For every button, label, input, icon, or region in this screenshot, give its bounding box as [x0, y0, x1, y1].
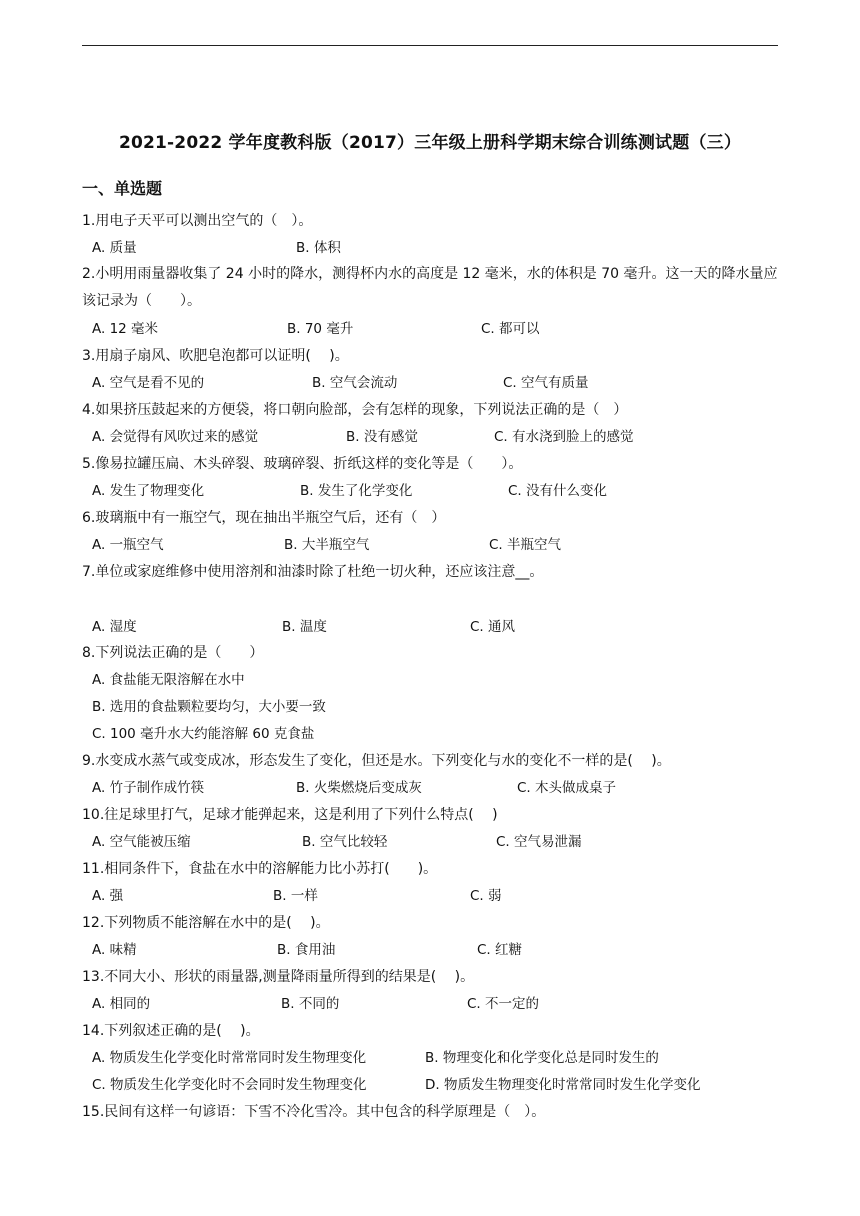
q13-option-c[interactable]: C. 不一定的	[467, 996, 540, 1012]
q2-option-b[interactable]: B. 70 毫升	[287, 321, 354, 337]
q11-option-a[interactable]: A. 强	[92, 888, 124, 904]
q11-option-c[interactable]: C. 弱	[470, 888, 502, 904]
q2-option-a[interactable]: A. 12 毫米	[92, 321, 159, 337]
question-9: 9.水变成水蒸气或变成冰，形态发生了变化，但还是水。下列变化与水的变化不一样的是( )。	[82, 753, 671, 769]
question-10: 10.往足球里打气，足球才能弹起来，这是利用了下列什么特点( )	[82, 807, 498, 823]
q14-option-a[interactable]: A. 物质发生化学变化时常常同时发生物理变化	[92, 1050, 367, 1066]
q11-option-b[interactable]: B. 一样	[273, 888, 318, 904]
q12-option-a[interactable]: A. 味精	[92, 942, 137, 958]
q7-option-c[interactable]: C. 通风	[470, 619, 516, 635]
q13-option-a[interactable]: A. 相同的	[92, 996, 151, 1012]
q9-option-a[interactable]: A. 竹子制作成竹筷	[92, 780, 205, 796]
q12-option-b[interactable]: B. 食用油	[277, 942, 336, 958]
q9-option-b[interactable]: B. 火柴燃烧后变成灰	[296, 780, 422, 796]
question-3: 3.用扇子扇风、吹肥皂泡都可以证明( )。	[82, 348, 349, 364]
question-13: 13.不同大小、形状的雨量器,测量降雨量所得到的结果是( )。	[82, 969, 475, 985]
question-1: 1.用电子天平可以测出空气的（ ）。	[82, 213, 313, 229]
q9-option-c[interactable]: C. 木头做成桌子	[517, 780, 617, 796]
q13-option-b[interactable]: B. 不同的	[281, 996, 340, 1012]
q4-option-b[interactable]: B. 没有感觉	[346, 429, 418, 445]
q5-option-a[interactable]: A. 发生了物理变化	[92, 483, 205, 499]
question-5: 5.像易拉罐压扁、木头碎裂、玻璃碎裂、折纸这样的变化等是（ ）。	[82, 456, 523, 472]
q12-option-c[interactable]: C. 红糖	[477, 942, 523, 958]
header-rule	[82, 45, 778, 46]
q8-option-b[interactable]: B. 选用的食盐颗粒要均匀，大小要一致	[92, 699, 326, 715]
q14-option-d[interactable]: D. 物质发生物理变化时常常同时发生化学变化	[425, 1077, 701, 1093]
q10-option-c[interactable]: C. 空气易泄漏	[496, 834, 582, 850]
q3-option-c[interactable]: C. 空气有质量	[503, 375, 589, 391]
q10-option-a[interactable]: A. 空气能被压缩	[92, 834, 191, 850]
q3-option-b[interactable]: B. 空气会流动	[312, 375, 398, 391]
question-15: 15.民间有这样一句谚语：下雪不冷化雪冷。其中包含的科学原理是（ ）。	[82, 1104, 546, 1120]
question-6: 6.玻璃瓶中有一瓶空气，现在抽出半瓶空气后，还有（ ）	[82, 510, 446, 526]
q6-option-b[interactable]: B. 大半瓶空气	[284, 537, 370, 553]
q10-option-b[interactable]: B. 空气比较轻	[302, 834, 388, 850]
q5-option-c[interactable]: C. 没有什么变化	[508, 483, 608, 499]
q3-option-a[interactable]: A. 空气是看不见的	[92, 375, 205, 391]
q7-option-b[interactable]: B. 温度	[282, 619, 327, 635]
q8-option-c[interactable]: C. 100 毫升水大约能溶解 60 克食盐	[92, 726, 315, 742]
section-heading: 一、单选题	[82, 179, 163, 198]
question-7: 7.单位或家庭维修中使用溶剂和油漆时除了杜绝一切火种，还应该注意__。	[82, 564, 544, 580]
q5-option-b[interactable]: B. 发生了化学变化	[300, 483, 413, 499]
question-8: 8.下列说法正确的是（ ）	[82, 645, 264, 661]
q6-option-c[interactable]: C. 半瓶空气	[489, 537, 562, 553]
question-14: 14.下列叙述正确的是( )。	[82, 1023, 260, 1039]
q7-option-a[interactable]: A. 湿度	[92, 619, 137, 635]
q1-option-a[interactable]: A. 质量	[92, 240, 137, 256]
q14-option-b[interactable]: B. 物理变化和化学变化总是同时发生的	[425, 1050, 659, 1066]
question-4: 4.如果挤压鼓起来的方便袋，将口朝向脸部，会有怎样的现象，下列说法正确的是（ ）	[82, 402, 628, 418]
question-12: 12.下列物质不能溶解在水中的是( )。	[82, 915, 330, 931]
page-title: 2021-2022 学年度教科版（2017）三年级上册科学期末综合训练测试题（三）	[118, 133, 742, 153]
q2-option-c[interactable]: C. 都可以	[481, 321, 540, 337]
q8-option-a[interactable]: A. 食盐能无限溶解在水中	[92, 672, 245, 688]
q6-option-a[interactable]: A. 一瓶空气	[92, 537, 164, 553]
q14-option-c[interactable]: C. 物质发生化学变化时不会同时发生物理变化	[92, 1077, 367, 1093]
question-2: 2.小明用雨量器收集了 24 小时的降水，测得杯内水的高度是 12 毫米，水的体积是 70 毫升。这一天的降水量应该记录为（ ）。	[82, 266, 778, 309]
q4-option-c[interactable]: C. 有水浇到脸上的感觉	[494, 429, 634, 445]
q1-option-b[interactable]: B. 体积	[296, 240, 341, 256]
q4-option-a[interactable]: A. 会觉得有风吹过来的感觉	[92, 429, 259, 445]
question-11: 11.相同条件下，食盐在水中的溶解能力比小苏打( )。	[82, 861, 438, 877]
